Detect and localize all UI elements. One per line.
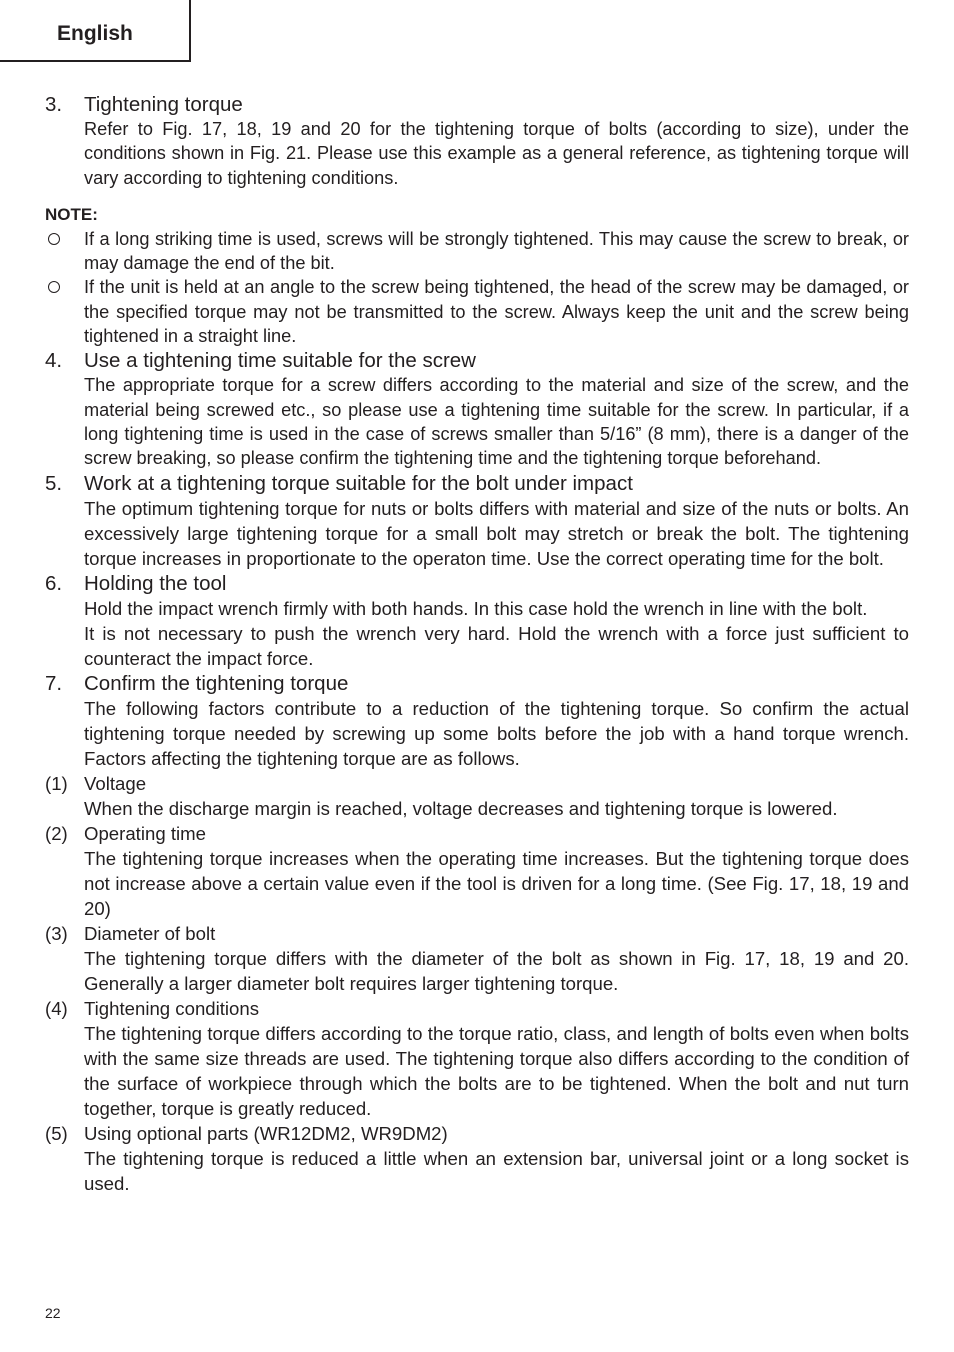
section-number: 7. — [45, 671, 63, 695]
section-title: Holding the tool — [84, 571, 227, 595]
factor-body: When the discharge margin is reached, voltage decreases and tightening torque is lowered. — [84, 797, 838, 819]
section-number: 3. — [45, 93, 63, 116]
factor-number: (2) — [45, 822, 68, 844]
page-number: 22 — [45, 1305, 61, 1321]
section-number: 4. — [45, 349, 63, 373]
section-6 — [45, 571, 909, 671]
section-title: Work at a tightening torque suitable for the bolt under impact — [84, 471, 633, 495]
factor-item — [45, 996, 909, 1121]
section-5 — [45, 471, 909, 571]
circle-bullet-icon — [48, 281, 60, 293]
section-body: The following factors contribute to a reduction of the tightening torque. So confirm the actual tightening torque needed by screwing up some bolts before the job with a hand torque wrench. Factors affecting the tightening torque are as follows. — [84, 697, 909, 769]
section-body: Hold the impact wrench firmly with both hands. In this case hold the wrench in line with the bolt. — [84, 597, 868, 619]
factor-item — [45, 921, 909, 996]
factor-title: Voltage — [84, 772, 147, 794]
factor-item — [45, 1121, 909, 1196]
factor-title: Operating time — [84, 822, 206, 844]
page-content — [45, 92, 909, 1196]
circle-bullet-icon — [48, 233, 60, 245]
factor-body: The tightening torque is reduced a little when an extension bar, universal joint or a long socket is used. — [84, 1147, 909, 1194]
section-number: 6. — [45, 571, 63, 595]
factor-body: The tightening torque differs with the diameter of the bolt as shown in Fig. 17, 18, 19 and 20. Generally a larger diameter bolt requires larger tightening torque. — [84, 947, 909, 994]
section-title: Confirm the tightening torque — [84, 671, 349, 695]
section-title: Use a tightening time suitable for the screw — [84, 349, 476, 373]
factor-number: (3) — [45, 922, 68, 944]
factor-item — [45, 771, 909, 821]
section-7 — [45, 671, 909, 771]
section-body: The optimum tightening torque for nuts or bolts differs with material and size of the nuts or bolts. An excessively large tightening torque for a small bolt may stretch or break the bolt. The tightening torque increases in proportionate to the operaton time. Use the correct operating time for the bolt. — [84, 497, 909, 569]
section-body: Refer to Fig. 17, 18, 19 and 20 for the tightening torque of bolts (according to size), under the conditions shown in Fig. 21. Please use this example as a general reference, as tightening torque will vary according to tightening conditions. — [84, 119, 909, 188]
section-number: 5. — [45, 471, 63, 495]
language-label: English — [57, 22, 133, 45]
section-body: The appropriate torque for a screw differs according to the material and size of the screw, and the material being screwed etc., so please use a tightening time suitable for the screw. In particular, if a long tightening time is used in the case of screws smaller than 5/16” (8 mm), there is a danger of the screw breaking, so please confirm the tightening time and the tightening torque beforehand. — [84, 375, 909, 469]
factor-title: Diameter of bolt — [84, 922, 216, 944]
factor-item — [45, 821, 909, 921]
note-item — [45, 275, 909, 348]
note-label: NOTE: — [45, 204, 98, 224]
note-text: If the unit is held at an angle to the screw being tightened, the head of the screw may be damaged, or the specified torque may not be transmitted to the screw. Always keep the unit and the screw being tightened in a straight line. — [84, 277, 909, 347]
language-tab — [0, 0, 191, 62]
section-body: It is not necessary to push the wrench very hard. Hold the wrench with a force just sufficient to counteract the impact force. — [84, 622, 909, 669]
section-3 — [45, 92, 909, 190]
factor-number: (4) — [45, 997, 68, 1019]
factor-title: Using optional parts (WR12DM2, WR9DM2) — [84, 1122, 448, 1144]
note-text: If a long striking time is used, screws will be strongly tightened. This may cause the screw to break, or may damage the end of the bit. — [84, 228, 909, 274]
section-title: Tightening torque — [84, 93, 243, 116]
factor-number: (5) — [45, 1122, 68, 1144]
factor-title: Tightening conditions — [84, 997, 260, 1019]
note-item — [45, 227, 909, 276]
section-4 — [45, 348, 909, 470]
factor-body: The tightening torque increases when the operating time increases. But the tightening torque does not increase above a certain value even if the tool is driven for a long time. (See Fig. 17, 18, 19 and 20) — [84, 847, 909, 919]
factor-number: (1) — [45, 772, 68, 794]
factor-body: The tightening torque differs according to the torque ratio, class, and length of bolts even when bolts with the same size threads are used. The tightening torque also differs according to the condition of the surface of workpiece through which the bolts are to be tightened. When the bolt and nut turn together, torque is greatly reduced. — [84, 1022, 909, 1119]
